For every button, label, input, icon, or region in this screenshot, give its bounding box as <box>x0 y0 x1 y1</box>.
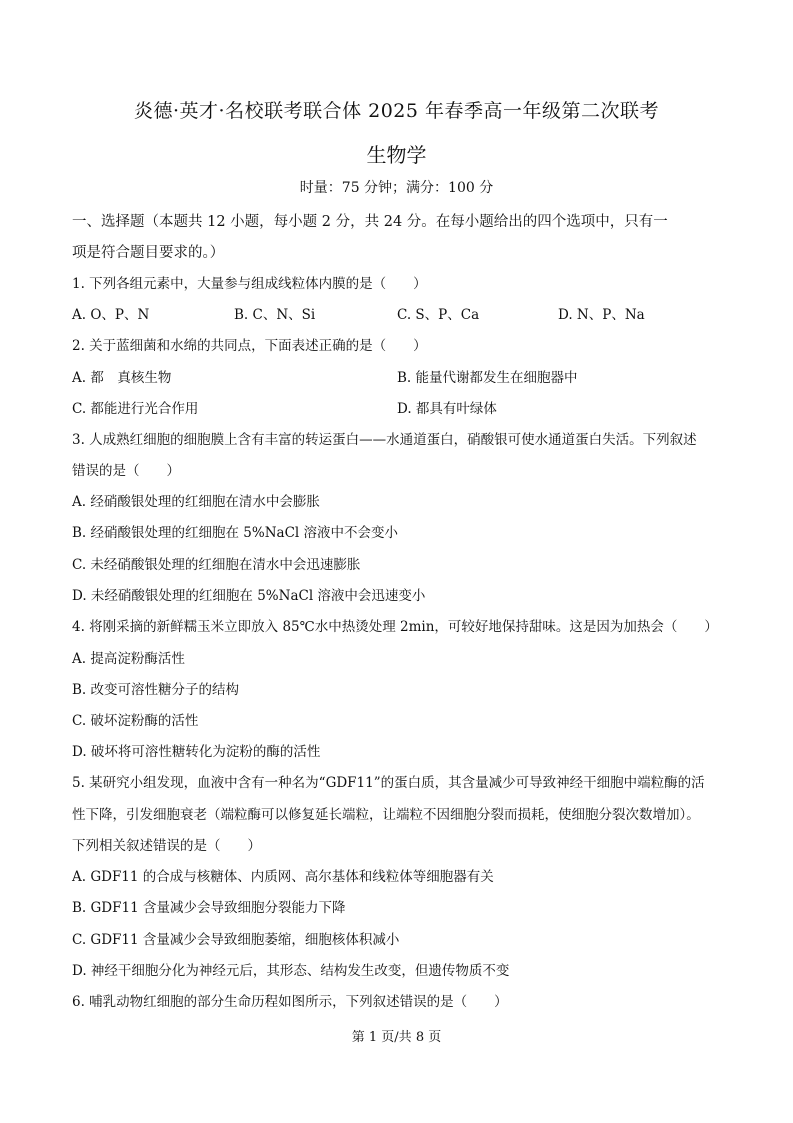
question-1-option-c: C. S、P、Ca <box>397 307 480 323</box>
section-instructions-line1: 一、选择题（本题共 12 小题，每小题 2 分，共 24 分。在每小题给出的四个选项中，只有一 <box>72 214 668 230</box>
question-1-stem: 1. 下列各组元素中，大量参与组成线粒体内膜的是（ ） <box>72 276 427 292</box>
question-4-stem: 4. 将刚采摘的新鲜糯玉米立即放入 85℃水中热烫处理 2min，可较好地保持甜味。这是因为加热会（ ） <box>72 619 718 635</box>
question-3-stem-line2: 错误的是（ ） <box>72 463 180 479</box>
question-2-option-c: C. 都能进行光合作用 <box>72 401 199 417</box>
section-instructions <box>72 207 732 269</box>
question-2-option-a: A. 都 真核生物 <box>72 370 172 386</box>
question-3-option-c: C. 未经硝酸银处理的红细胞在清水中会迅速膨胀 <box>72 557 361 573</box>
question-4-option-a: A. 提高淀粉酶活性 <box>72 651 185 667</box>
question-5-option-b: B. GDF11 含量减少会导致细胞分裂能力下降 <box>72 900 346 916</box>
question-5-stem-line2: 性下降，引发细胞衰老（端粒酶可以修复延长端粒，让端粒不因细胞分裂而损耗，使细胞分裂次数增加）。 <box>72 807 700 823</box>
question-6-stem: 6. 哺乳动物红细胞的部分生命历程如图所示，下列叙述错误的是（ ） <box>72 994 508 1010</box>
subject-title: 生物学 <box>366 143 427 167</box>
question-4-option-d: D. 破坏将可溶性糖转化为淀粉的酶的活性 <box>72 744 321 760</box>
question-2-option-d: D. 都具有叶绿体 <box>397 401 497 417</box>
question-1-option-a: A. O、P、N <box>72 307 150 323</box>
question-1-option-d: D. N、P、Na <box>558 307 645 323</box>
question-3-option-d: D. 未经硝酸银处理的红细胞在 5%NaCl 溶液中会迅速变小 <box>72 588 426 604</box>
question-2-option-b: B. 能量代谢都发生在细胞器中 <box>397 370 578 386</box>
question-5-stem-line1: 5. 某研究小组发现，血液中含有一种名为“GDF11”的蛋白质，其含量减少可导致神经干细胞中端粒酶的活 <box>72 775 705 791</box>
question-3-option-b: B. 经硝酸银处理的红细胞在 5%NaCl 溶液中不会变小 <box>72 525 399 541</box>
question-4-option-c: C. 破坏淀粉酶的活性 <box>72 713 199 729</box>
question-1-option-b: B. C、N、Si <box>234 307 316 323</box>
question-5-option-d: D. 神经干细胞分化为神经元后，其形态、结构发生改变，但遗传物质不变 <box>72 963 510 979</box>
section-instructions-line2: 项是符合题目要求的。） <box>72 245 225 261</box>
question-5-option-c: C. GDF11 含量减少会导致细胞萎缩，细胞核体积减小 <box>72 932 400 948</box>
question-3-stem-line1: 3. 人成熟红细胞的细胞膜上含有丰富的转运蛋白——水通道蛋白，硝酸银可使水通道蛋白失活。下列叙述 <box>72 432 697 448</box>
question-2-stem: 2. 关于蓝细菌和水绵的共同点，下面表述正确的是（ ） <box>72 338 427 354</box>
question-3-option-a: A. 经硝酸银处理的红细胞在清水中会膨胀 <box>72 494 320 510</box>
question-5-stem-line3: 下列相关叙述错误的是（ ） <box>72 838 261 854</box>
question-4-option-b: B. 改变可溶性糖分子的结构 <box>72 682 240 698</box>
time-info: 时量：75 分钟；满分：100 分 <box>299 180 494 196</box>
exam-title: 炎德·英才·名校联考联合体 2025 年春季高一年级第二次联考 <box>133 100 659 122</box>
page-footer: 第 1 页/共 8 页 <box>351 1030 442 1045</box>
question-5-option-a: A. GDF11 的合成与核糖体、内质网、高尔基体和线粒体等细胞器有关 <box>72 869 494 885</box>
